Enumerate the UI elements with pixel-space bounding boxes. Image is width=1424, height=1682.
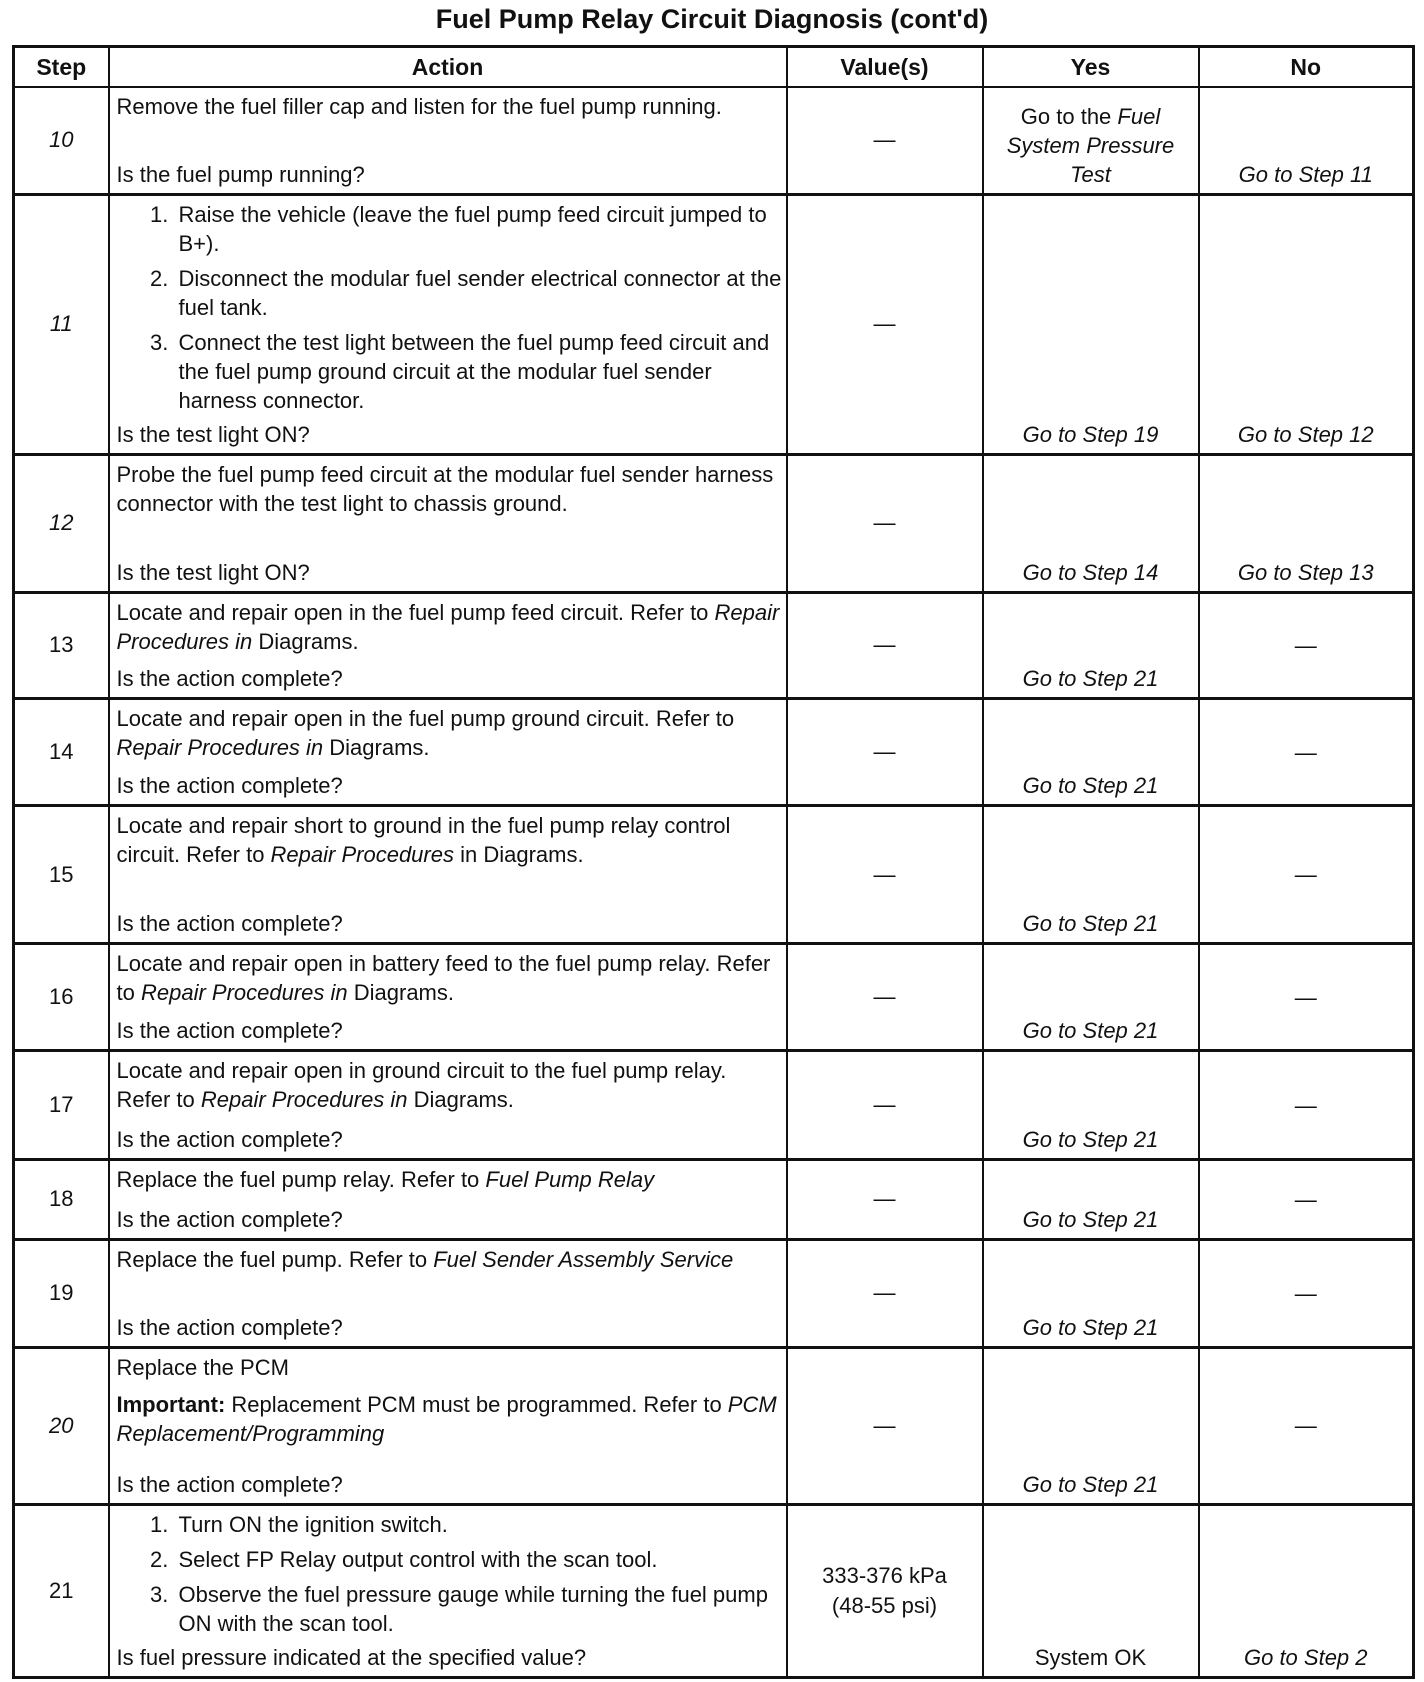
important-note: [117, 1390, 782, 1448]
no-cell: —: [1199, 1240, 1414, 1347]
no-cell: —: [1199, 806, 1414, 944]
action-steps-list: [117, 1510, 782, 1638]
no-cell: Go to Step 2: [1199, 1505, 1414, 1678]
table-row: [14, 455, 1414, 593]
list-item: 2. Select FP Relay output control with the scan tool.: [175, 1545, 782, 1574]
table-row: [14, 1159, 1414, 1239]
value-cell: —: [787, 455, 983, 593]
action-text: Remove the fuel filler cap and listen for the fuel pump running.: [116, 94, 722, 119]
list-item: 3. Connect the test light between the fuel pump feed circuit and the fuel pump ground circuit at the modular fuel sender harness connector.: [175, 328, 782, 415]
action-text: [117, 1245, 782, 1274]
action-text-end: Diagrams.: [407, 1087, 514, 1113]
step-number: 10: [14, 87, 109, 194]
yes-text: Go to the: [1020, 103, 1118, 129]
action-text: Probe the fuel pump feed circuit at the modular fuel sender harness connector with the test light to chassis ground.: [116, 462, 774, 516]
action-cell: [109, 455, 787, 593]
step-number: 20: [14, 1347, 109, 1505]
no-cell: —: [1199, 943, 1414, 1050]
table-row: [14, 1505, 1414, 1678]
action-text-start: Locate and repair open in battery feed to the fuel pump relay. Refer to: [116, 950, 771, 1005]
yes-cell: Go to Step 19: [983, 194, 1199, 454]
table-row: [14, 1347, 1414, 1505]
action-cell: [109, 87, 787, 194]
value-cell: —: [787, 1347, 983, 1505]
header-no: No: [1199, 47, 1414, 88]
yes-cell: Go to Step 21: [983, 592, 1199, 698]
action-question: Is the action complete?: [116, 665, 343, 691]
value-cell: —: [787, 943, 983, 1050]
action-reference: Fuel Sender Assembly Service: [433, 1247, 734, 1273]
header-yes: Yes: [983, 47, 1199, 88]
yes-cell: [983, 87, 1199, 194]
action-text-end: in Diagrams.: [453, 842, 584, 868]
step-number: 18: [14, 1159, 109, 1239]
value-cell: [787, 1505, 983, 1678]
action-question: Is the action complete?: [116, 1314, 343, 1340]
no-cell: —: [1199, 698, 1414, 805]
header-step: Step: [14, 47, 109, 88]
list-item: 3. Observe the fuel pressure gauge while turning the fuel pump ON with the scan tool.: [175, 1580, 782, 1638]
action-text-start: Locate and repair short to ground in the fuel pump relay control circuit. Refer to: [116, 813, 731, 868]
list-item: 1. Raise the vehicle (leave the fuel pump feed circuit jumped to B+).: [175, 200, 782, 258]
table-row: [14, 1240, 1414, 1347]
action-cell: [109, 698, 787, 805]
value-cell: —: [787, 1240, 983, 1347]
step-number: 13: [14, 592, 109, 698]
action-question: Is the action complete?: [116, 910, 343, 936]
page-title: Fuel Pump Relay Circuit Diagnosis (cont'd): [435, 4, 989, 34]
action-text: Replace the PCM: [116, 1354, 289, 1380]
table-row: [14, 698, 1414, 805]
no-cell: —: [1199, 592, 1414, 698]
action-text-end: Diagrams.: [252, 628, 359, 654]
header-values: Value(s): [787, 47, 983, 88]
action-question: Is the test light ON?: [116, 422, 310, 447]
value-cell: —: [787, 806, 983, 944]
table-row: [14, 806, 1414, 944]
value-cell: —: [787, 698, 983, 805]
step-number: 15: [14, 806, 109, 944]
diagnosis-table: [12, 45, 1415, 1679]
pressure-value-psi: (48-55 psi): [831, 1593, 938, 1619]
action-reference: Fuel Pump Relay: [485, 1166, 655, 1192]
action-question: Is the action complete?: [116, 1126, 343, 1152]
value-cell: —: [787, 1051, 983, 1159]
header-action: Action: [109, 47, 787, 88]
no-cell: Go to Step 13: [1199, 455, 1414, 593]
action-text: [117, 704, 782, 762]
no-cell: Go to Step 11: [1199, 87, 1414, 194]
action-question: Is the action complete?: [116, 1207, 343, 1233]
yes-cell: Go to Step 14: [983, 455, 1199, 593]
list-item: 2. Disconnect the modular fuel sender electrical connector at the fuel tank.: [175, 264, 782, 322]
important-label: Important:: [116, 1391, 226, 1417]
value-cell: —: [787, 592, 983, 698]
action-text-start: Replace the fuel pump. Refer to: [116, 1247, 434, 1273]
action-question: Is the fuel pump running?: [116, 161, 365, 187]
action-cell: [109, 1051, 787, 1159]
table-row: [14, 943, 1414, 1050]
action-question: Is the action complete?: [116, 773, 343, 799]
action-cell: [109, 1159, 787, 1239]
action-cell: [109, 1347, 787, 1505]
action-steps-list: [117, 200, 782, 415]
action-cell: [109, 194, 787, 454]
value-cell: —: [787, 194, 983, 454]
yes-cell: Go to Step 21: [983, 1347, 1199, 1505]
important-text: Replacement PCM must be programmed. Refer to: [225, 1391, 728, 1417]
step-number: 17: [14, 1051, 109, 1159]
step-number: 19: [14, 1240, 109, 1347]
yes-cell: Go to Step 21: [983, 1240, 1199, 1347]
action-question: Is fuel pressure indicated at the specified value?: [116, 1645, 587, 1670]
yes-cell: Go to Step 21: [983, 943, 1199, 1050]
yes-reference: Fuel System Pressure Test: [1006, 103, 1175, 187]
pressure-value-kpa: 333-376 kPa: [822, 1563, 947, 1589]
action-text-start: Locate and repair open in the fuel pump feed circuit. Refer to: [116, 599, 715, 625]
action-text: [117, 811, 782, 869]
value-cell: —: [787, 87, 983, 194]
action-text-end: Diagrams.: [347, 979, 454, 1005]
action-text-start: Locate and repair open in the fuel pump ground circuit. Refer to: [116, 705, 735, 731]
yes-cell: Go to Step 21: [983, 698, 1199, 805]
yes-cell: Go to Step 21: [983, 1051, 1199, 1159]
action-text-end: Diagrams.: [323, 734, 430, 760]
header-row: [14, 47, 1414, 88]
action-text: [117, 949, 782, 1007]
action-reference: Repair Procedures in: [140, 979, 348, 1005]
action-question: Is the action complete?: [116, 1018, 343, 1044]
action-reference: Repair Procedures in: [200, 1087, 408, 1113]
action-reference: Repair Procedures: [270, 842, 454, 868]
action-reference: Repair Procedures in: [116, 599, 780, 654]
value-cell: —: [787, 1159, 983, 1239]
yes-cell: System OK: [983, 1505, 1199, 1678]
yes-cell: Go to Step 21: [983, 1159, 1199, 1239]
action-question: Is the action complete?: [116, 1472, 343, 1498]
action-cell: [109, 1505, 787, 1678]
table-row: [14, 87, 1414, 194]
action-question: Is the test light ON?: [116, 559, 310, 585]
action-cell: [109, 1240, 787, 1347]
step-number: 21: [14, 1505, 109, 1678]
table-row: [14, 194, 1414, 454]
action-reference: Repair Procedures in: [116, 734, 324, 760]
step-number: 16: [14, 943, 109, 1050]
action-cell: [109, 806, 787, 944]
step-number: 14: [14, 698, 109, 805]
action-cell: [109, 943, 787, 1050]
important-reference: PCM Replacement/Programming: [116, 1391, 777, 1446]
table-row: [14, 1051, 1414, 1159]
no-cell: —: [1199, 1347, 1414, 1505]
action-text-start: Replace the fuel pump relay. Refer to: [116, 1166, 486, 1192]
action-text: [117, 1056, 782, 1114]
step-number: 12: [14, 455, 109, 593]
action-text: [117, 598, 782, 656]
yes-cell: Go to Step 21: [983, 806, 1199, 944]
list-item: 1. Turn ON the ignition switch.: [175, 1510, 782, 1539]
step-number: 11: [14, 194, 109, 454]
no-cell: Go to Step 12: [1199, 194, 1414, 454]
no-cell: —: [1199, 1051, 1414, 1159]
table-row: [14, 592, 1414, 698]
action-text: [117, 1165, 782, 1194]
action-cell: [109, 592, 787, 698]
no-cell: —: [1199, 1159, 1414, 1239]
action-text-start: Locate and repair open in ground circuit to the fuel pump relay. Refer to: [116, 1058, 727, 1113]
